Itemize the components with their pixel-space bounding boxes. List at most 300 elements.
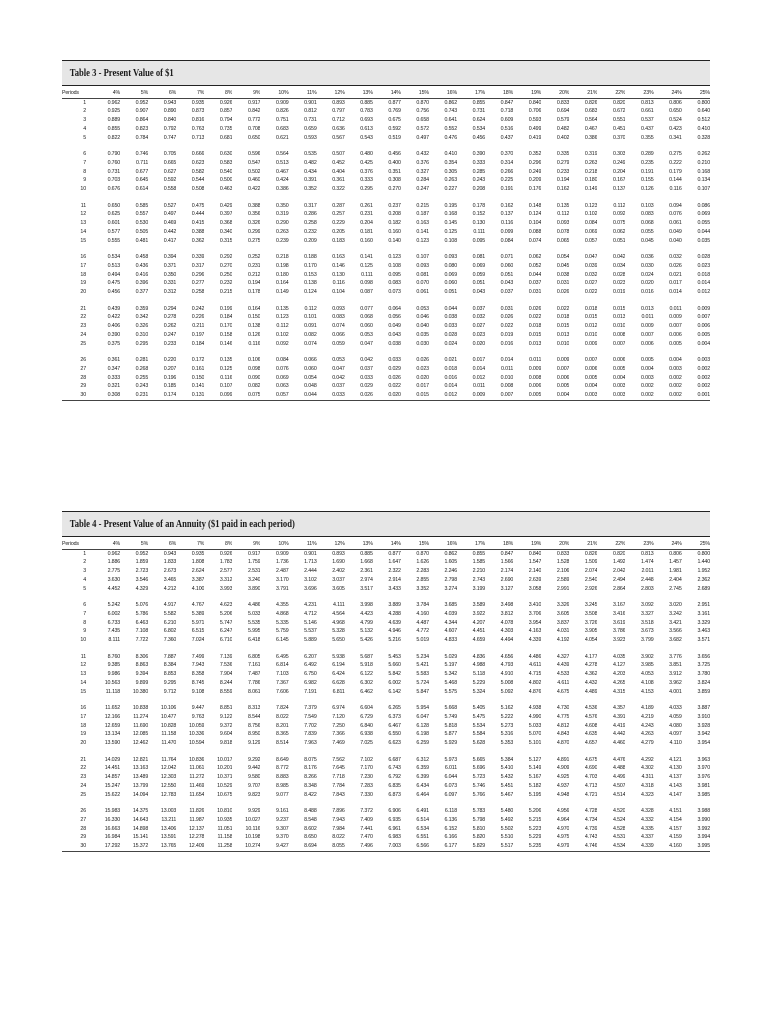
period-cell: 26 <box>80 357 86 364</box>
value-cell: 3.902 <box>641 653 654 660</box>
value-cell: 3.566 <box>669 628 682 635</box>
value-cell: 0.877 <box>388 550 401 557</box>
value-cell: 4.001 <box>669 688 682 695</box>
value-cell: 0.577 <box>107 228 121 235</box>
value-cell: 2.803 <box>641 585 654 592</box>
value-cell: 0.040 <box>416 323 429 330</box>
table-row <box>62 842 710 851</box>
value-cell: 4.111 <box>332 602 345 609</box>
value-cell: 6.550 <box>388 731 401 738</box>
value-cell: 0.278 <box>163 314 177 321</box>
value-cell: 0.055 <box>641 228 654 235</box>
group-spacer <box>62 645 710 653</box>
value-cell: 0.091 <box>304 323 317 330</box>
table-row <box>62 773 710 782</box>
value-cell: 4.946 <box>388 628 401 635</box>
value-cell: 3.824 <box>697 679 710 686</box>
period-cell: 15 <box>80 237 86 244</box>
value-cell: 0.926 <box>219 99 233 106</box>
value-cell: 0.319 <box>584 151 598 158</box>
value-cell: 6.840 <box>360 722 373 729</box>
value-cell: 6.982 <box>304 679 317 686</box>
value-cell: 4.127 <box>612 662 626 669</box>
value-cell: 10.675 <box>217 791 233 798</box>
value-cell: 0.009 <box>584 340 598 347</box>
value-cell: 2.864 <box>612 585 626 592</box>
value-cell: 0.218 <box>276 254 289 261</box>
value-cell: 4.329 <box>135 585 149 592</box>
value-cell: 12.137 <box>189 825 205 832</box>
value-cell: 5.468 <box>444 679 458 686</box>
value-cell: 5.724 <box>416 679 429 686</box>
value-cell: 0.847 <box>500 99 514 106</box>
value-cell: 0.150 <box>247 314 261 321</box>
table-row <box>62 661 710 670</box>
table-row <box>62 125 710 134</box>
value-cell: 10.274 <box>232 842 260 851</box>
value-cell: 8.853 <box>163 671 177 678</box>
value-cell: 5.746 <box>472 782 486 789</box>
value-cell: 7.441 <box>360 825 373 832</box>
period-cell: 1 <box>83 99 86 106</box>
value-cell: 4.564 <box>332 610 345 617</box>
value-cell: 3.416 <box>612 610 626 617</box>
value-cell: 0.500 <box>219 177 233 184</box>
value-cell: 3.784 <box>416 602 429 609</box>
value-cell: 0.482 <box>556 125 570 132</box>
value-cell: 3.199 <box>472 585 486 592</box>
rate-header: 4% <box>112 90 121 96</box>
value-cell: 5.132 <box>360 628 373 635</box>
value-cell: 10.116 <box>245 825 261 832</box>
value-cell: 0.014 <box>669 289 682 296</box>
value-cell: 4.536 <box>584 705 598 712</box>
value-cell: 0.126 <box>641 186 654 193</box>
value-cell: 0.112 <box>613 202 626 209</box>
value-cell: 3.605 <box>332 585 345 592</box>
value-cell: 0.820 <box>612 99 626 106</box>
value-cell: 2.745 <box>669 585 682 592</box>
value-cell: 0.023 <box>697 262 710 269</box>
value-cell: 14.857 <box>104 774 121 781</box>
value-cell: 0.952 <box>135 550 149 557</box>
value-cell: 0.676 <box>107 186 121 193</box>
value-cell: 6.464 <box>416 791 429 798</box>
value-cell: 0.513 <box>107 262 121 269</box>
value-cell: 5.426 <box>360 637 373 644</box>
table-row <box>62 150 710 159</box>
value-cell: 12.783 <box>160 791 177 798</box>
value-cell: 0.044 <box>528 271 542 278</box>
value-cell: 0.051 <box>500 271 514 278</box>
value-cell: 0.205 <box>332 228 345 235</box>
value-cell: 3.776 <box>669 653 682 660</box>
value-cell: 0.352 <box>304 186 317 193</box>
rate-header: 14% <box>390 541 401 547</box>
table-row <box>62 833 710 842</box>
period-cell: 8 <box>83 619 86 626</box>
value-cell: 0.592 <box>163 177 177 184</box>
value-cell: 4.059 <box>669 713 682 720</box>
value-cell: 0.917 <box>247 99 261 106</box>
value-cell: 6.097 <box>444 791 458 798</box>
value-cell: 4.219 <box>641 713 654 720</box>
value-cell: 1.690 <box>332 559 345 566</box>
value-cell: 4.279 <box>641 740 654 747</box>
value-cell: 0.650 <box>669 108 682 115</box>
value-cell: 6.802 <box>163 628 177 635</box>
value-cell: 5.534 <box>472 722 486 729</box>
value-cell: 3.976 <box>697 774 710 781</box>
value-cell: 0.218 <box>584 168 598 175</box>
value-cell: 3.992 <box>697 825 710 832</box>
value-cell: 0.141 <box>360 254 373 261</box>
rate-header: 18% <box>503 90 514 96</box>
value-cell: 0.636 <box>332 125 345 132</box>
value-cell: 5.480 <box>500 808 514 815</box>
value-cell: 0.204 <box>612 168 626 175</box>
value-cell: 2.589 <box>556 576 570 583</box>
value-cell: 0.551 <box>612 117 626 124</box>
value-cell: 0.002 <box>625 391 653 400</box>
value-cell: 3.170 <box>276 576 289 583</box>
value-cell: 11.272 <box>189 774 205 781</box>
value-cell: 4.659 <box>472 637 486 644</box>
value-cell: 0.006 <box>584 365 598 372</box>
period-cell: 30 <box>62 842 92 851</box>
value-cell: 5.235 <box>513 842 541 851</box>
value-cell: 0.303 <box>612 151 626 158</box>
value-cell: 0.299 <box>247 228 261 235</box>
value-cell: 4.938 <box>528 705 542 712</box>
value-cell: 9.580 <box>247 774 261 781</box>
value-cell: 9.108 <box>191 688 205 695</box>
value-cell: 3.312 <box>219 576 233 583</box>
value-cell: 8.358 <box>191 671 205 678</box>
value-cell: 0.107 <box>697 186 710 193</box>
group-spacer <box>62 348 710 356</box>
value-cell: 0.030 <box>416 340 429 347</box>
value-cell: 5.033 <box>528 722 542 729</box>
value-cell: 0.250 <box>219 271 233 278</box>
value-cell: 4.147 <box>669 791 682 798</box>
value-cell: 3.326 <box>556 602 570 609</box>
value-cell: 2.540 <box>584 576 598 583</box>
value-cell: 0.564 <box>276 151 289 158</box>
value-cell: 0.051 <box>444 289 458 296</box>
value-cell: 0.007 <box>485 391 513 400</box>
value-cell: 0.034 <box>612 262 626 269</box>
value-cell: 0.006 <box>612 357 626 364</box>
periods-header: Periods <box>62 90 79 96</box>
value-cell: 13.489 <box>132 774 149 781</box>
table-row <box>62 722 710 731</box>
value-cell: 0.061 <box>669 220 682 227</box>
rate-header: 7% <box>196 90 205 96</box>
period-cell: 17 <box>80 262 86 269</box>
value-cell: 0.621 <box>276 134 289 141</box>
value-cell: 0.231 <box>247 262 261 269</box>
value-cell: 0.081 <box>472 254 486 261</box>
value-cell: 4.528 <box>612 825 626 832</box>
value-cell: 0.475 <box>191 202 205 209</box>
rate-header: 23% <box>643 541 654 547</box>
value-cell: 0.052 <box>528 262 542 269</box>
value-cell: 3.352 <box>416 585 429 592</box>
value-cell: 0.130 <box>332 271 345 278</box>
period-cell: 21 <box>80 756 86 763</box>
table-row <box>62 601 710 610</box>
value-cell: 11.051 <box>217 825 233 832</box>
rate-header: 20% <box>559 90 570 96</box>
value-cell: 0.084 <box>276 357 289 364</box>
value-cell: 0.124 <box>304 289 317 296</box>
value-cell: 6.128 <box>416 722 429 729</box>
value-cell: 4.988 <box>472 662 486 669</box>
value-cell: 0.677 <box>135 168 149 175</box>
value-cell: 4.362 <box>584 671 598 678</box>
value-cell: 0.012 <box>584 323 598 330</box>
value-cell: 0.319 <box>276 211 289 218</box>
value-cell: 0.007 <box>697 314 710 321</box>
value-cell: 8.055 <box>317 842 345 851</box>
value-cell: 7.702 <box>304 722 317 729</box>
value-cell: 0.179 <box>669 168 682 175</box>
value-cell: 0.149 <box>584 186 598 193</box>
value-cell: 0.355 <box>641 134 654 141</box>
value-cell: 0.708 <box>247 125 261 132</box>
value-cell: 0.038 <box>388 340 401 347</box>
value-cell: 0.022 <box>388 383 401 390</box>
value-cell: 6.207 <box>304 653 317 660</box>
value-cell: 0.361 <box>107 357 121 364</box>
value-cell: 7.103 <box>276 671 289 678</box>
period-cell: 30 <box>62 391 92 400</box>
value-cell: 0.088 <box>528 228 542 235</box>
value-cell: 1.981 <box>669 568 682 575</box>
value-cell: 4.159 <box>669 834 682 841</box>
value-cell: 6.418 <box>247 637 261 644</box>
value-cell: 0.232 <box>219 280 233 287</box>
rate-header: 21% <box>587 90 598 96</box>
value-cell: 0.396 <box>135 280 149 287</box>
value-cell: 0.042 <box>612 254 626 261</box>
value-cell: 0.026 <box>528 305 542 312</box>
value-cell: 0.123 <box>416 237 429 244</box>
value-cell: 0.672 <box>612 108 626 115</box>
value-cell: 0.130 <box>472 220 486 227</box>
value-cell: 4.151 <box>669 808 682 815</box>
period-cell: 24 <box>80 782 86 789</box>
rate-header: 25% <box>699 90 710 96</box>
value-cell: 0.074 <box>332 323 345 330</box>
value-cell: 3.274 <box>444 585 458 592</box>
value-cell: 7.963 <box>304 740 317 747</box>
spacer-cell <box>62 748 710 756</box>
value-cell: 1.736 <box>276 559 289 566</box>
value-cell: 0.270 <box>219 262 233 269</box>
value-cell: 0.018 <box>584 305 598 312</box>
value-cell: 6.534 <box>416 825 429 832</box>
value-cell: 5.076 <box>135 602 149 609</box>
value-cell: 3.995 <box>682 842 710 851</box>
period-cell: 25 <box>80 340 86 347</box>
value-cell: 0.070 <box>416 280 429 287</box>
value-cell: 0.093 <box>332 305 345 312</box>
value-cell: 8.488 <box>304 808 317 815</box>
value-cell: 5.195 <box>528 791 542 798</box>
value-cell: 0.331 <box>163 280 177 287</box>
value-cell: 4.746 <box>569 842 597 851</box>
value-cell: 0.167 <box>612 177 626 184</box>
value-cell: 0.185 <box>163 383 177 390</box>
value-cell: 4.611 <box>529 662 542 669</box>
value-cell: 4.486 <box>528 653 542 660</box>
value-cell: 3.922 <box>472 610 486 617</box>
value-cell: 4.053 <box>641 671 654 678</box>
value-cell: 3.889 <box>388 602 401 609</box>
value-cell: 4.772 <box>416 628 429 635</box>
rate-header: 13% <box>362 541 373 547</box>
value-cell: 0.535 <box>304 151 317 158</box>
value-cell: 2.689 <box>697 585 710 592</box>
value-cell: 0.180 <box>584 177 598 184</box>
value-cell: 0.178 <box>472 202 486 209</box>
value-cell: 5.234 <box>416 653 429 660</box>
value-cell: 4.031 <box>556 628 570 635</box>
rate-header: 5% <box>140 541 149 547</box>
value-cell: 3.985 <box>697 791 710 798</box>
value-cell: 9.712 <box>163 688 177 695</box>
value-cell: 0.004 <box>612 374 626 381</box>
table-row <box>62 670 710 679</box>
value-cell: 6.687 <box>388 756 401 763</box>
spacer-cell <box>62 297 710 305</box>
value-cell: 0.242 <box>191 305 205 312</box>
table-row <box>62 365 710 374</box>
spacer-cell <box>62 593 710 601</box>
value-cell: 0.004 <box>541 391 569 400</box>
value-cell: 4.956 <box>556 808 570 815</box>
value-cell: 3.327 <box>641 610 654 617</box>
value-cell: 7.024 <box>191 637 205 644</box>
value-cell: 0.009 <box>669 314 682 321</box>
value-cell: 0.013 <box>641 305 654 312</box>
value-cell: 0.277 <box>191 280 205 287</box>
table-row <box>62 116 710 125</box>
value-cell: 0.422 <box>107 314 121 321</box>
value-cell: 0.048 <box>304 383 317 390</box>
value-cell: 1.440 <box>697 559 710 566</box>
value-cell: 0.011 <box>501 365 514 372</box>
value-cell: 0.140 <box>388 237 401 244</box>
value-cell: 0.352 <box>528 151 542 158</box>
value-cell: 4.460 <box>612 740 626 747</box>
value-cell: 0.909 <box>276 99 289 106</box>
value-cell: 0.422 <box>247 186 261 193</box>
rate-header: 22% <box>615 541 626 547</box>
value-cell: 0.078 <box>556 228 570 235</box>
value-cell: 3.923 <box>612 637 626 644</box>
value-cell: 0.350 <box>163 271 177 278</box>
value-cell: 0.763 <box>191 125 205 132</box>
value-cell: 0.743 <box>444 108 458 115</box>
value-cell: 5.818 <box>444 722 458 729</box>
value-cell: 4.802 <box>528 679 542 686</box>
value-cell: 0.017 <box>472 357 486 364</box>
value-cell: 0.182 <box>388 220 401 227</box>
value-cell: 4.739 <box>584 825 598 832</box>
value-cell: 7.435 <box>107 628 121 635</box>
value-cell: 0.627 <box>163 168 177 175</box>
value-cell: 0.092 <box>276 340 289 347</box>
table-row <box>62 576 710 585</box>
period-cell: 3 <box>83 117 86 124</box>
value-cell: 0.066 <box>332 331 345 338</box>
group-spacer <box>62 297 710 305</box>
value-cell: 6.515 <box>191 628 205 635</box>
table-row <box>62 134 710 143</box>
value-cell: 10.529 <box>217 782 233 789</box>
value-cell: 0.467 <box>584 125 598 132</box>
value-cell: 5.665 <box>472 756 486 763</box>
value-cell: 0.255 <box>135 374 149 381</box>
value-cell: 0.436 <box>135 262 149 269</box>
group-spacer <box>62 748 710 756</box>
rate-header: 17% <box>474 90 486 96</box>
value-cell: 0.062 <box>528 254 542 261</box>
value-cell: 0.456 <box>388 151 401 158</box>
rate-header: 6% <box>168 90 177 96</box>
value-cell: 6.259 <box>416 740 429 747</box>
period-cell: 6 <box>83 151 86 158</box>
value-cell: 0.792 <box>163 125 177 132</box>
value-cell: 3.682 <box>669 637 682 644</box>
table-row <box>62 279 710 288</box>
value-cell: 0.111 <box>473 228 486 235</box>
value-cell: 0.073 <box>388 289 401 296</box>
value-cell: 0.148 <box>528 202 542 209</box>
value-cell: 0.037 <box>360 365 373 372</box>
value-cell: 6.623 <box>388 740 401 747</box>
period-cell: 17 <box>80 713 86 720</box>
value-cell: 0.225 <box>500 177 514 184</box>
value-cell: 0.010 <box>500 374 514 381</box>
value-cell: 0.183 <box>332 237 345 244</box>
value-cell: 10.336 <box>189 731 205 738</box>
value-cell: 0.152 <box>472 211 486 218</box>
value-cell: 4.507 <box>612 782 626 789</box>
value-cell: 1.626 <box>416 559 429 566</box>
header-row <box>62 86 710 98</box>
rate-header: 22% <box>615 90 626 96</box>
value-cell: 0.645 <box>135 177 149 184</box>
value-cell: 0.530 <box>135 220 149 227</box>
value-cell: 5.029 <box>444 653 458 660</box>
value-cell: 0.069 <box>472 262 486 269</box>
value-cell: 14.029 <box>104 756 121 763</box>
value-cell: 0.082 <box>304 331 317 338</box>
value-cell: 0.390 <box>472 151 486 158</box>
value-cell: 0.009 <box>641 323 654 330</box>
value-cell: 0.237 <box>388 202 401 209</box>
table-row <box>62 107 710 116</box>
value-cell: 0.012 <box>429 391 457 400</box>
period-cell: 1 <box>83 550 86 557</box>
value-cell: 5.008 <box>500 679 514 686</box>
value-cell: 0.800 <box>697 550 710 557</box>
value-cell: 0.907 <box>135 108 149 115</box>
